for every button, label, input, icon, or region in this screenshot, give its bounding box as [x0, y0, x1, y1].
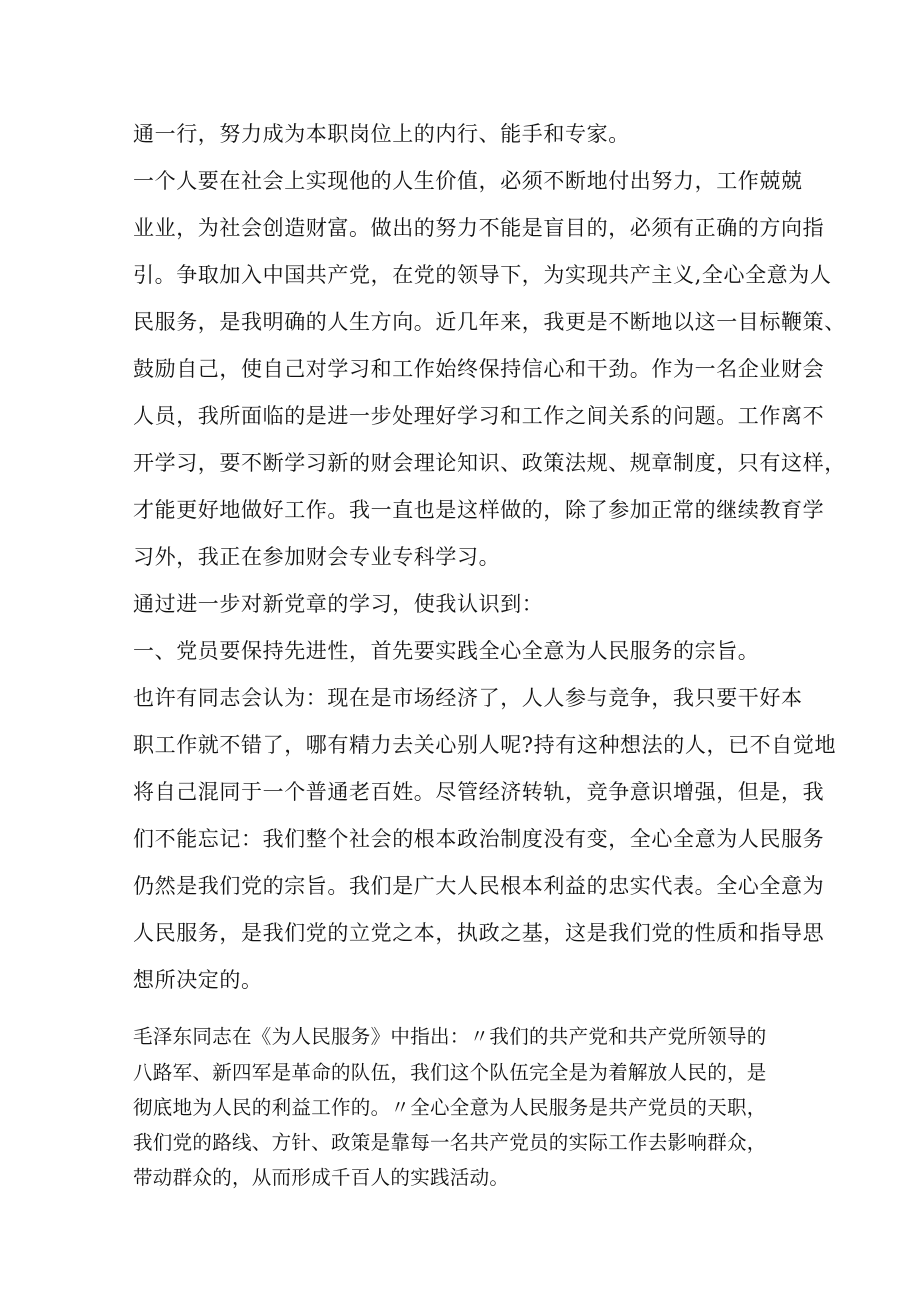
text-line: 民服务，是我明确的人生方向。近几年来，我更是不断地以这一目标鞭策、: [133, 310, 846, 334]
text-line: 我们党的路线、方针、政策是靠每一名共产党员的实际工作去影响群众，: [133, 1131, 767, 1154]
text-line: 人民服务，是我们党的立党之本，执政之基，这是我们党的性质和指导思: [133, 921, 825, 945]
text-line: 想所决定的。: [133, 968, 263, 992]
text-line: 通过进一步对新党章的学习，使我认识到：: [133, 592, 544, 616]
text-line: 毛泽东同志在《为人民服务》中指出：〃我们的共产党和共产党所领导的: [133, 1025, 767, 1048]
text-line: 人员，我所面临的是进一步处理好学习和工作之间关系的问题。工作离不: [133, 404, 825, 428]
text-line: 带动群众的，从而形成千百人的实践活动。: [133, 1166, 510, 1189]
text-line: 鼓励自己，使自己对学习和工作始终保持信心和干劲。作为一名企业财会: [133, 357, 825, 381]
text-line: 也许有同志会认为：现在是市场经济了，人人参与竞争，我只要干好本: [133, 686, 803, 710]
text-line: 业业，为社会创造财富。做出的努力不能是盲目的，必须有正确的方向指: [133, 216, 825, 240]
text-line: 才能更好地做好工作。我一直也是这样做的，除了参加正常的继续教育学: [133, 498, 825, 522]
text-line: 通一行，努力成为本职岗位上的内行、能手和专家。: [133, 122, 630, 146]
text-line: 一、党员要保持先进性，首先要实践全心全意为人民服务的宗旨。: [133, 639, 760, 663]
text-line: 仍然是我们党的宗旨。我们是广大人民根本利益的忠实代表。全心全意为: [133, 874, 825, 898]
text-line: 将自己混同于一个普通老百姓。尽管经济转轨，竞争意识增强，但是，我: [133, 780, 825, 804]
text-line: 引。争取加入中国共产党，在党的领导下，为实现共产主义,全心全意为人: [133, 263, 832, 287]
text-line: 职工作就不错了，哪有精力去关心别人呢?持有这种想法的人，已不自觉地: [133, 733, 837, 757]
text-line: 八路军、新四军是革命的队伍，我们这个队伍完全是为着解放人民的，是: [133, 1061, 767, 1084]
text-line: 一个人要在社会上实现他的人生价值，必须不断地付出努力，工作兢兢: [133, 169, 803, 193]
text-line: 习外，我正在参加财会专业专科学习。: [133, 545, 501, 569]
text-line: 彻底地为人民的利益工作的。〃全心全意为人民服务是共产党员的天职，: [133, 1096, 767, 1119]
text-line: 开学习，要不断学习新的财会理论知识、政策法规、规章制度，只有这样，: [133, 451, 846, 475]
text-line: 们不能忘记：我们整个社会的根本政治制度没有变，全心全意为人民服务: [133, 827, 825, 851]
